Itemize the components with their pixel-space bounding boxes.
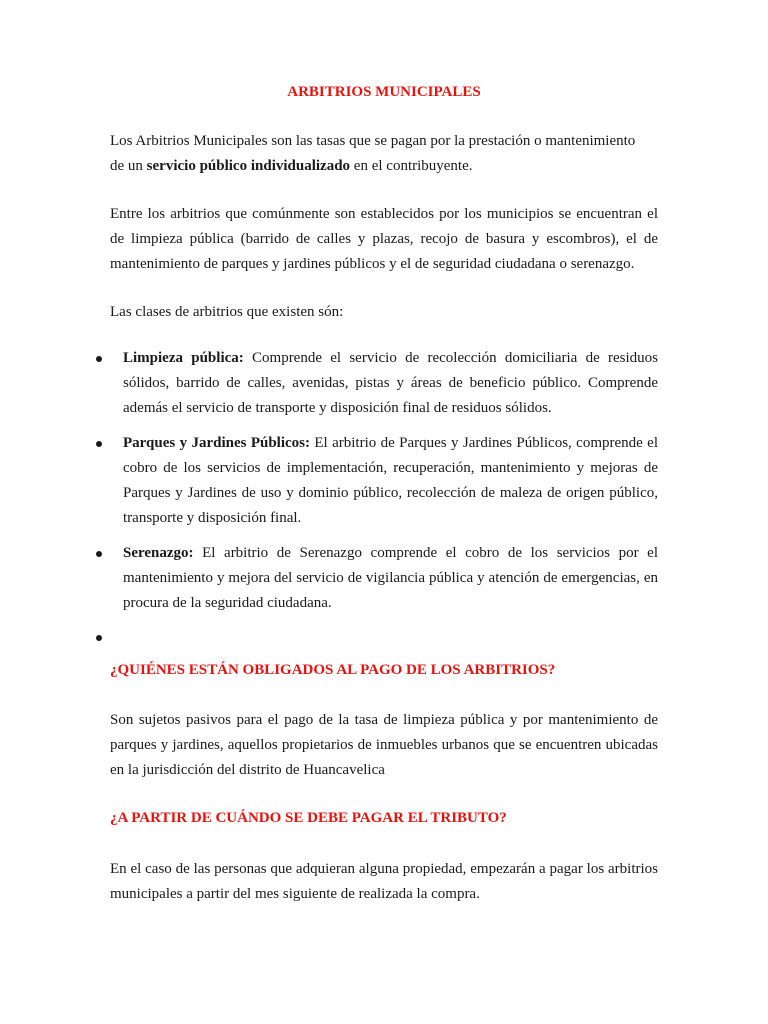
bullet-item-parques bbox=[123, 431, 658, 531]
bullet-dot bbox=[96, 551, 102, 557]
bullet-term: Limpieza pública: bbox=[123, 350, 244, 366]
paragraph-pago-compra: En el caso de las personas que adquieran alguna propiedad, empezarán a pagar los arbitrios municipales a partir del mes siguiente de realizada la compra. bbox=[110, 861, 658, 902]
empty-bullet-dot bbox=[96, 635, 102, 641]
intro-line1: Los Arbitrios Municipales son las tasas que se pagan por la prestación o mantenimiento bbox=[110, 133, 636, 149]
paragraph-clases: Las clases de arbitrios que existen són: bbox=[110, 304, 344, 320]
intro-suffix: en el contribuyente. bbox=[350, 158, 473, 174]
paragraph-sujetos-pasivos: Son sujetos pasivos para el pago de la tasa de limpieza pública y por mantenimiento de parques y jardines, aquellos propietarios de inmuebles urbanos que se encuentren ubicadas en la jurisdicción del distrito de Huancavelica bbox=[110, 712, 658, 778]
bullet-term: Parques y Jardines Públicos: bbox=[123, 435, 311, 451]
bullet-term: Serenazgo: bbox=[123, 545, 194, 561]
bullet-description: Comprende el servicio de recolección domiciliaria de residuos sólidos, barrido de calles, avenidas, pistas y áreas de beneficio público. Comprende además el servicio de transporte y disposición final de residuos sólidos. bbox=[123, 350, 658, 416]
bullet-description: El arbitrio de Parques y Jardines Públicos, comprende el cobro de los servicios de implementación, recuperación, mantenimiento y mejoras de Parques y Jardines de uso y dominio público, recolección de maleza de origen público, transporte y disposición final. bbox=[123, 435, 658, 526]
bullet-item-limpieza bbox=[123, 346, 658, 421]
bullet-description: El arbitrio de Serenazgo comprende el cobro de los servicios por el mantenimiento y mejora del servicio de vigilancia pública y atención de emergencias, en procura de la seguridad ciudadana. bbox=[123, 545, 658, 611]
intro-bold-term: servicio público individualizado bbox=[146, 158, 351, 174]
heading-cuando-pagar: ¿A PARTIR DE CUÁNDO SE DEBE PAGAR EL TRIBUTO? bbox=[110, 810, 507, 826]
bullet-dot bbox=[96, 356, 102, 362]
intro-paragraph bbox=[110, 129, 658, 179]
document-title: ARBITRIOS MUNICIPALES bbox=[287, 84, 481, 100]
intro-prefix: de un bbox=[110, 158, 147, 174]
paragraph-arbitrios-comunes: Entre los arbitrios que comúnmente son establecidos por los municipios se encuentran el de limpieza pública (barrido de calles y plazas, recojo de basura y escombros), el de mantenimiento de parques y jardines públicos y el de seguridad ciudadana o serenazgo. bbox=[110, 206, 658, 272]
bullet-item-serenazgo bbox=[123, 541, 658, 616]
heading-obligados: ¿QUIÉNES ESTÁN OBLIGADOS AL PAGO DE LOS ARBITRIOS? bbox=[110, 662, 556, 678]
bullet-dot bbox=[96, 441, 102, 447]
